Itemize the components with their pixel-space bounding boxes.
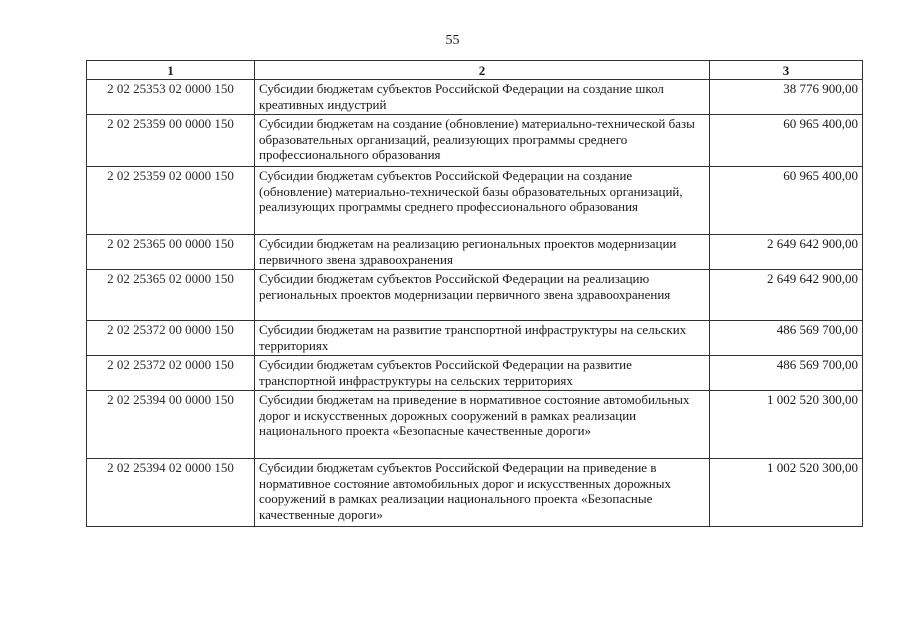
table-row xyxy=(87,459,863,527)
table-row xyxy=(87,235,863,270)
description-cell: Субсидии бюджетам субъектов Российской Федерации на реализацию региональных проектов модернизации первичного звена здравоохранения xyxy=(255,270,710,321)
code-cell: 2 02 25359 02 0000 150 xyxy=(87,167,255,235)
code-cell: 2 02 25359 00 0000 150 xyxy=(87,115,255,167)
header-row xyxy=(87,61,863,80)
description-cell: Субсидии бюджетам на развитие транспортной инфраструктуры на сельских территориях xyxy=(255,321,710,356)
amount-cell: 1 002 520 300,00 xyxy=(710,459,863,527)
description-cell: Субсидии бюджетам субъектов Российской Федерации на создание школ креативных индустрий xyxy=(255,80,710,115)
amount-cell: 60 965 400,00 xyxy=(710,167,863,235)
description-cell: Субсидии бюджетам на реализацию региональных проектов модернизации первичного звена здравоохранения xyxy=(255,235,710,270)
code-cell: 2 02 25365 02 0000 150 xyxy=(87,270,255,321)
table-row xyxy=(87,80,863,115)
budget-table xyxy=(86,60,863,527)
page-number: 55 xyxy=(445,33,460,48)
code-cell: 2 02 25394 02 0000 150 xyxy=(87,459,255,527)
amount-cell: 486 569 700,00 xyxy=(710,356,863,391)
amount-cell: 2 649 642 900,00 xyxy=(710,270,863,321)
description-cell: Субсидии бюджетам на создание (обновление) материально-технической базы образовательных организаций, реализующих программы среднего профессионального образования xyxy=(255,115,710,167)
table-row xyxy=(87,321,863,356)
description-cell: Субсидии бюджетам субъектов Российской Федерации на создание (обновление) материально-технической базы образовательных организаций, реализующих программы среднего профессионального образования xyxy=(255,167,710,235)
code-cell: 2 02 25353 02 0000 150 xyxy=(87,80,255,115)
column-header-amount: 3 xyxy=(710,61,863,80)
table-row xyxy=(87,356,863,391)
table-row xyxy=(87,270,863,321)
amount-cell: 1 002 520 300,00 xyxy=(710,391,863,459)
code-cell: 2 02 25394 00 0000 150 xyxy=(87,391,255,459)
amount-cell: 486 569 700,00 xyxy=(710,321,863,356)
amount-cell: 38 776 900,00 xyxy=(710,80,863,115)
table-row xyxy=(87,167,863,235)
amount-cell: 2 649 642 900,00 xyxy=(710,235,863,270)
column-header-description: 2 xyxy=(255,61,710,80)
code-cell: 2 02 25372 02 0000 150 xyxy=(87,356,255,391)
code-cell: 2 02 25372 00 0000 150 xyxy=(87,321,255,356)
column-header-code: 1 xyxy=(87,61,255,80)
description-cell: Субсидии бюджетам субъектов Российской Федерации на приведение в нормативное состояние автомобильных дорог и искусственных дорожных сооружений в рамках реализации национального проекта «Безопасные качественные дороги» xyxy=(255,459,710,527)
amount-cell: 60 965 400,00 xyxy=(710,115,863,167)
description-cell: Субсидии бюджетам субъектов Российской Федерации на развитие транспортной инфраструктуры на сельских территориях xyxy=(255,356,710,391)
description-cell: Субсидии бюджетам на приведение в нормативное состояние автомобильных дорог и искусственных дорожных сооружений в рамках реализации национального проекта «Безопасные качественные дороги» xyxy=(255,391,710,459)
code-cell: 2 02 25365 00 0000 150 xyxy=(87,235,255,270)
table-row xyxy=(87,115,863,167)
table-row xyxy=(87,391,863,459)
